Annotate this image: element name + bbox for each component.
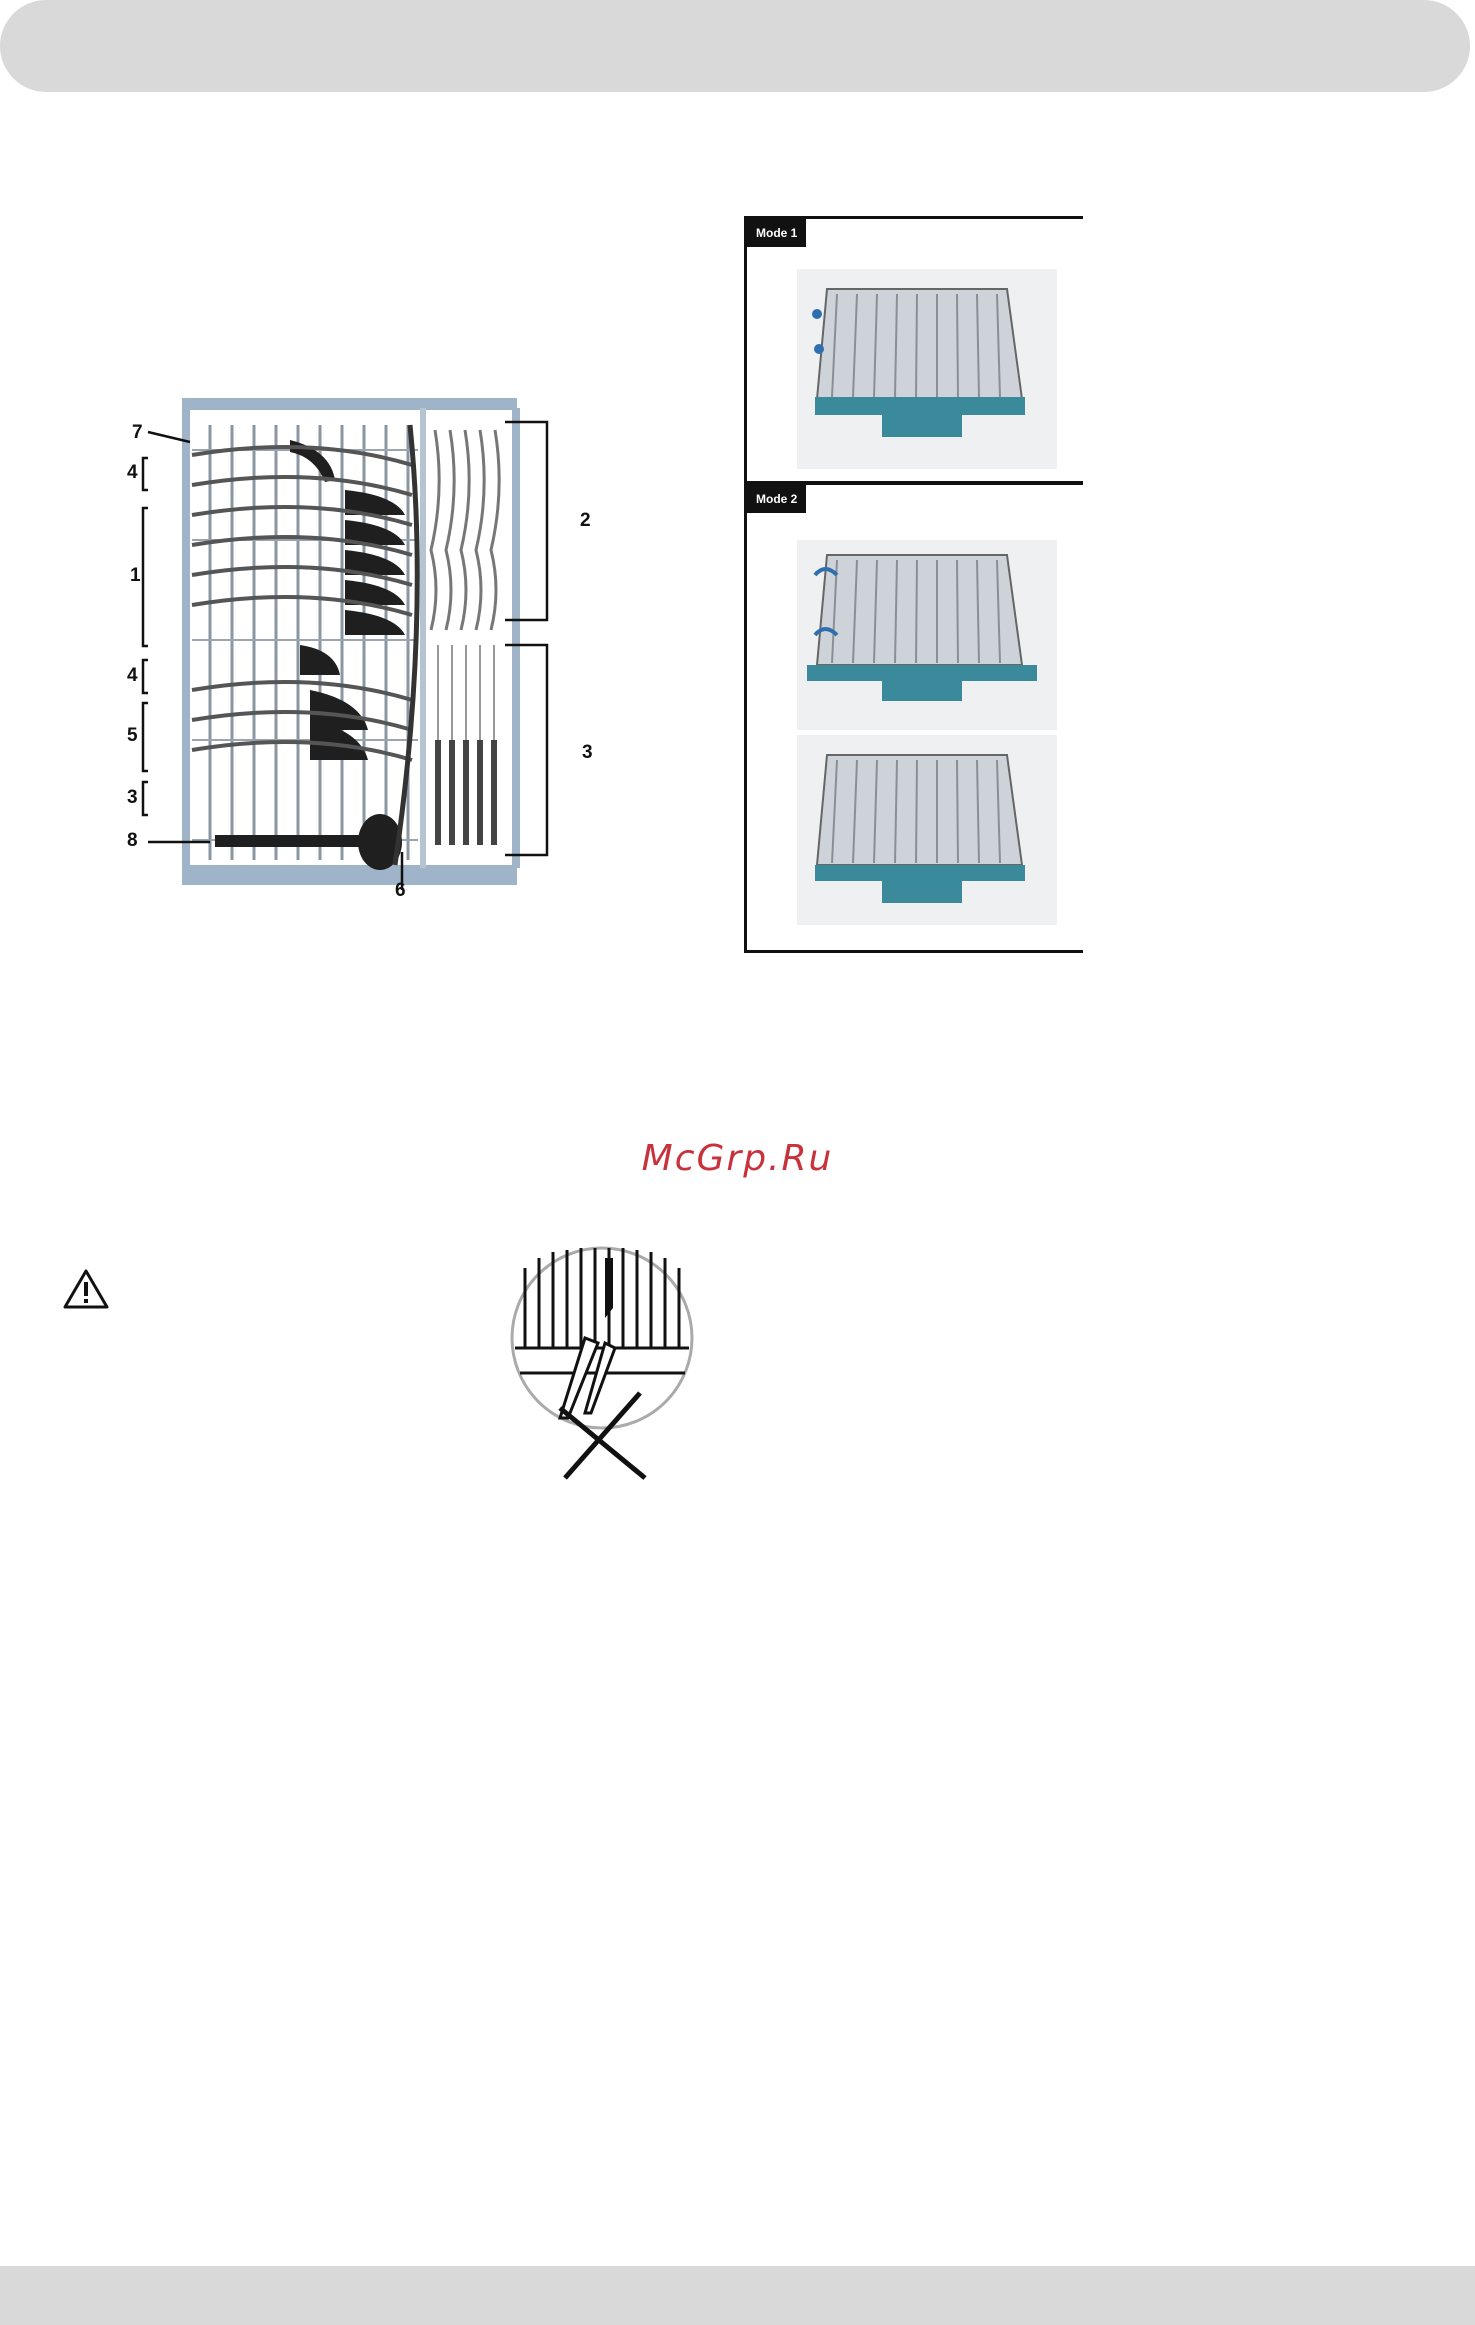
mode-1-tag: Mode 1 bbox=[747, 219, 806, 247]
rack-mode-2-lowered-image bbox=[797, 735, 1057, 925]
rack-mode-1-image bbox=[797, 269, 1057, 469]
mode-2-panel bbox=[744, 482, 1083, 953]
mode-1-panel bbox=[744, 216, 1083, 484]
callout-3-left: 3 bbox=[127, 787, 138, 808]
footer-bar bbox=[0, 2266, 1475, 2325]
header-bar bbox=[0, 0, 1470, 92]
watermark: McGrp.Ru bbox=[641, 1138, 834, 1179]
callout-7: 7 bbox=[132, 422, 143, 443]
knife-placement-detail-figure bbox=[505, 1238, 700, 1483]
callout-8: 8 bbox=[127, 830, 138, 851]
cutlery-rack-drawing bbox=[120, 390, 620, 910]
callout-3-right: 3 bbox=[582, 742, 593, 763]
callout-5: 5 bbox=[127, 725, 138, 746]
mode-2-tag: Mode 2 bbox=[747, 485, 806, 513]
cutlery-rack-figure bbox=[120, 390, 620, 910]
callout-1: 1 bbox=[130, 565, 141, 586]
callout-2: 2 bbox=[580, 510, 591, 531]
rack-mode-2-raised-image bbox=[797, 540, 1057, 730]
callout-6: 6 bbox=[395, 880, 406, 901]
callout-4-bottom: 4 bbox=[127, 665, 138, 686]
callout-4-top: 4 bbox=[127, 462, 138, 483]
warning-triangle-icon bbox=[62, 1268, 110, 1310]
